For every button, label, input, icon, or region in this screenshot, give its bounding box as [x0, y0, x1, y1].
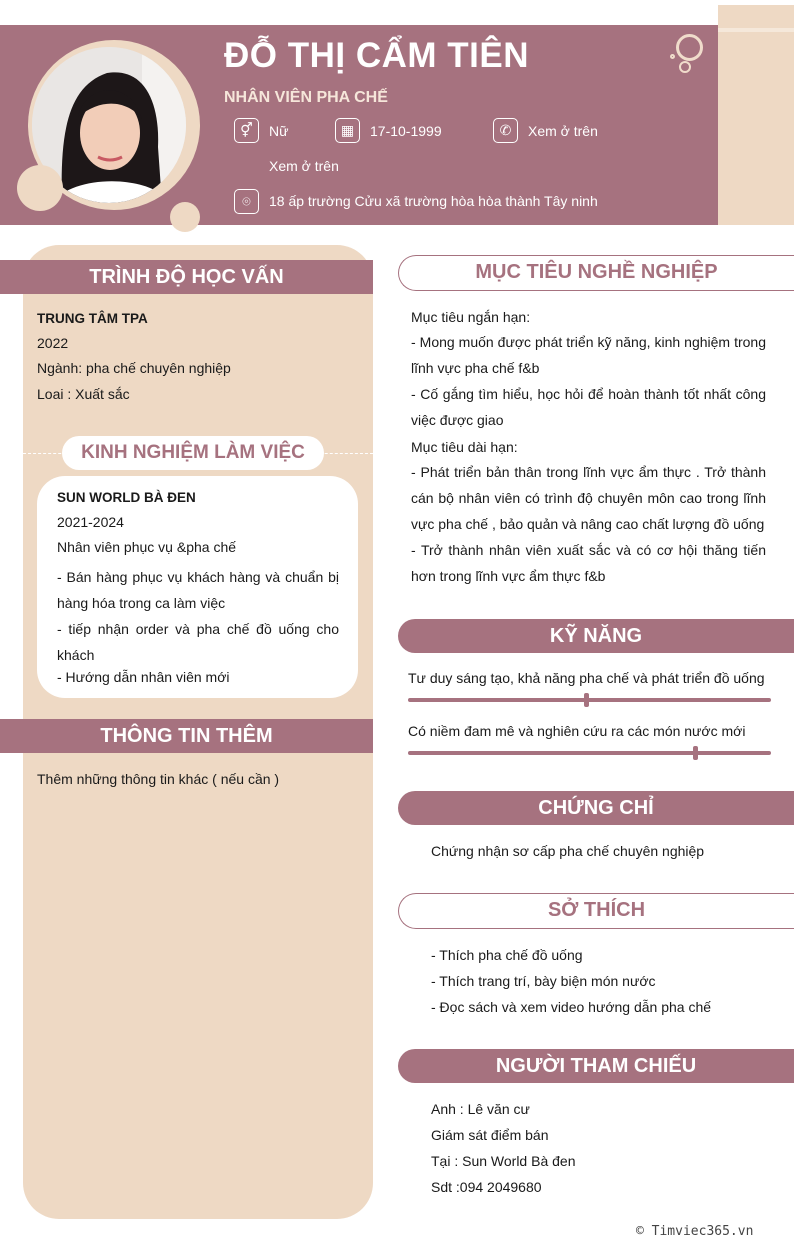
- objective-item: - Mong muốn được phát triển kỹ năng, kinh nghiệm trong lĩnh vực pha chế f&b: [411, 334, 766, 376]
- experience-heading: KINH NGHIỆM LÀM VIỆC: [62, 436, 324, 470]
- objective-short-label: Mục tiêu ngắn hạn:: [411, 309, 531, 325]
- decor-ring: [676, 34, 703, 61]
- footer-credit: © Timviec365.vn: [636, 1224, 754, 1239]
- reference-position: Giám sát điểm bán: [431, 1127, 549, 1143]
- calendar-icon: ▦: [335, 118, 360, 143]
- hobby-item: - Thích trang trí, bày biện món nước: [431, 973, 656, 989]
- extra-heading: THÔNG TIN THÊM: [0, 719, 373, 753]
- objective-item: - Trở thành nhân viên xuất sắc và có cơ hội thăng tiến hơn trong lĩnh vực ẩm thực f&b: [411, 542, 766, 584]
- skill-bar: [408, 698, 771, 702]
- education-heading: TRÌNH ĐỘ HỌC VẤN: [0, 260, 373, 294]
- skill-level-marker: [584, 693, 589, 707]
- education-year: 2022: [37, 335, 69, 351]
- hobby-item: - Đọc sách và xem video hướng dẫn pha chế: [431, 999, 712, 1015]
- reference-company: Tại : Sun World Bà đen: [431, 1153, 576, 1169]
- skills-heading: KỸ NĂNG: [398, 619, 794, 653]
- skill-label: Có niềm đam mê và nghiên cứu ra các món nước mới: [408, 723, 746, 739]
- experience-duty: - tiếp nhận order và pha chế đồ uống cho khách: [57, 621, 339, 663]
- objective-long-label: Mục tiêu dài hạn:: [411, 439, 518, 455]
- skill-bar: [408, 751, 771, 755]
- extra-text: Thêm những thông tin khác ( nếu cần ): [37, 771, 280, 787]
- candidate-name: ĐỖ THỊ CẨM TIÊN: [224, 36, 529, 75]
- reference-phone: Sdt :094 2049680: [431, 1179, 542, 1195]
- phone-icon: ✆: [493, 118, 518, 143]
- hobby-item: - Thích pha chế đồ uống: [431, 947, 583, 963]
- education-school: TRUNG TÂM TPA: [37, 311, 148, 326]
- experience-period: 2021-2024: [57, 514, 124, 530]
- email-value: Xem ở trên: [269, 158, 339, 174]
- references-heading: NGƯỜI THAM CHIẾU: [398, 1049, 794, 1083]
- education-grade: Loai : Xuất sắc: [37, 386, 130, 402]
- job-title: NHÂN VIÊN PHA CHẾ: [224, 89, 388, 106]
- address-value: 18 ấp trường Cửu xã trường hòa hòa thành Tây ninh: [269, 193, 598, 209]
- decor-circle: [17, 165, 63, 211]
- header-side-panel: [718, 5, 794, 225]
- experience-duty: - Hướng dẫn nhân viên mới: [57, 669, 230, 685]
- phone-value: Xem ở trên: [528, 123, 598, 139]
- location-icon: ⌾: [234, 189, 259, 214]
- education-major: Ngành: pha chế chuyên nghiệp: [37, 360, 231, 376]
- hobbies-heading: SỞ THÍCH: [398, 893, 794, 929]
- gender-value: Nữ: [269, 123, 289, 139]
- skill-label: Tư duy sáng tạo, khả năng pha chế và phát triển đồ uống: [408, 670, 765, 686]
- decor-ring: [670, 54, 675, 59]
- certificate-item: Chứng nhận sơ cấp pha chế chuyên nghiệp: [431, 843, 705, 859]
- decor-ring: [679, 61, 691, 73]
- decor-circle: [170, 202, 200, 232]
- gender-icon: ⚥: [234, 118, 259, 143]
- experience-role: Nhân viên phục vụ &pha chế: [57, 539, 237, 555]
- header-side-stripe: [718, 28, 794, 32]
- skill-level-marker: [693, 746, 698, 760]
- reference-name: Anh : Lê văn cư: [431, 1101, 530, 1117]
- objective-item: - Cố gắng tìm hiểu, học hỏi để hoàn thành tốt nhất công việc được giao: [411, 386, 766, 428]
- objective-heading: MỤC TIÊU NGHỀ NGHIỆP: [398, 255, 794, 291]
- birthday-value: 17-10-1999: [370, 123, 442, 139]
- objective-item: - Phát triển bản thân trong lĩnh vực ẩm thực . Trở thành cán bộ nhân viên có trình độ chuyên môn cao trong lĩnh vực pha chế , bảo quản và nâng cao chất lượng đồ uống: [411, 464, 766, 532]
- certificates-heading: CHỨNG CHỈ: [398, 791, 794, 825]
- experience-company: SUN WORLD BÀ ĐEN: [57, 490, 196, 505]
- experience-duty: - Bán hàng phục vụ khách hàng và chuẩn bị hàng hóa trong ca làm việc: [57, 569, 339, 611]
